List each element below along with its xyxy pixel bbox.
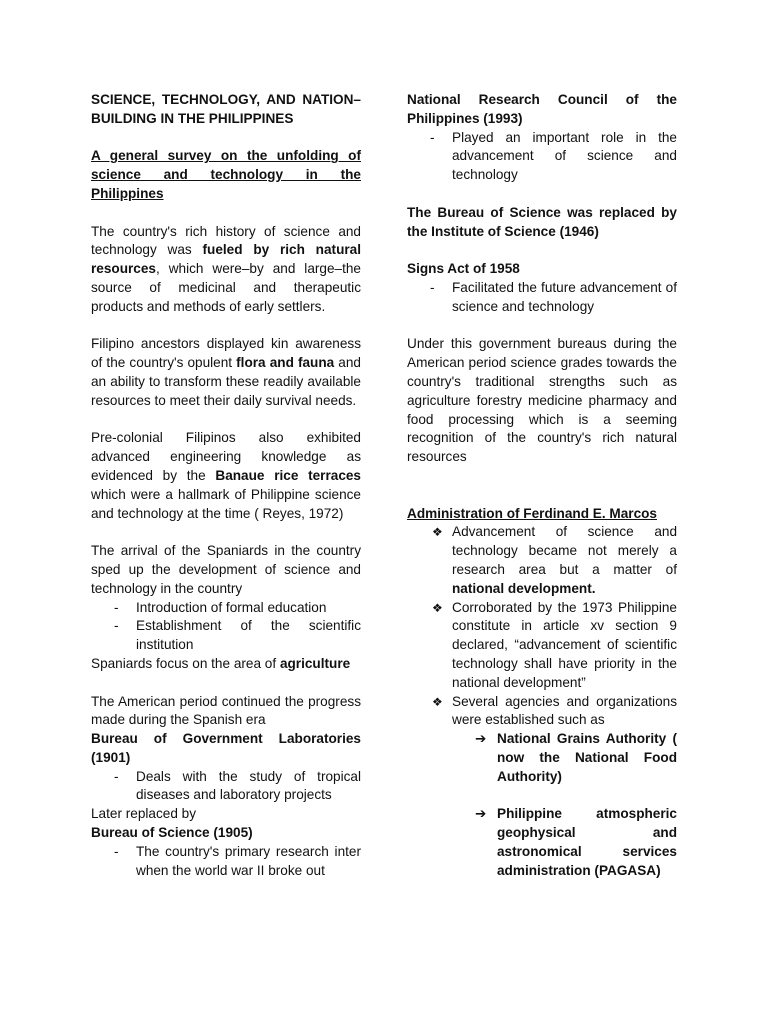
bos-list xyxy=(91,843,361,881)
dash-bullet: - xyxy=(430,129,435,145)
nrcp-list xyxy=(407,129,677,185)
list-spacer xyxy=(407,786,677,805)
bureau-replaced-heading: The Bureau of Science was replaced by the Institute of Science (1946) xyxy=(407,204,677,239)
heading-nrcp: National Research Council of the Philippines (1993) xyxy=(407,92,677,126)
right-column xyxy=(407,91,677,880)
dash-bullet: - xyxy=(430,279,435,295)
list-item: ➔ National Grains Authority ( now the National Food Authority) xyxy=(475,731,677,784)
list-item: - Deals with the study of tropical diseases and laboratory projects xyxy=(114,768,361,803)
list-item: - The country's primary research inter when the world war II broke out xyxy=(114,843,361,878)
list-item: ❖ Corroborated by the 1973 Philippine constitute in article xv section 9 declared, “advancement of scientific technology shall have priority in the national development” xyxy=(432,599,677,690)
arrow-bullet-icon: ➔ xyxy=(475,806,487,822)
list-item: - Establishment of the scientific institution xyxy=(114,618,361,653)
survey-subtitle: A general survey on the unfolding of science and technology in the Philippines xyxy=(91,148,361,201)
heading-bureau-government-laboratories: Bureau of Government Laboratories (1901) xyxy=(91,731,361,765)
left-column xyxy=(91,91,361,880)
list-item: - Introduction of formal education xyxy=(91,599,361,618)
arrow-bullet-icon: ➔ xyxy=(475,731,487,747)
dash-bullet: - xyxy=(114,843,119,859)
spanish-contributions-list xyxy=(91,599,361,655)
diamond-bullet-icon: ❖ xyxy=(432,600,443,615)
list-item: - Played an important role in the advancement of science and technology xyxy=(430,129,677,183)
document-title: SCIENCE, TECHNOLOGY, AND NATION–BUILDING IN THE PHILIPPINES xyxy=(91,92,361,126)
list-item: ➔ Philippine atmospheric geophysical and astronomical services administration (PAGASA) xyxy=(475,806,677,878)
marcos-list xyxy=(407,523,677,730)
paragraph-agriculture: Spaniards focus on the area of agriculture xyxy=(91,655,351,671)
heading-marcos-administration: Administration of Ferdinand E. Marcos xyxy=(407,505,657,521)
dash-bullet: - xyxy=(114,599,119,615)
diamond-bullet-icon: ❖ xyxy=(432,525,443,540)
dash-bullet: - xyxy=(114,618,119,634)
paragraph-rice-terraces: Pre-colonial Filipinos also exhibited advanced engineering knowledge as evidenced by the Banaue rice terraces which were a hallmark of Philippine science and technology at the time ( Reyes, 1972) xyxy=(91,430,361,521)
later-replaced-text: Later replaced by xyxy=(91,806,197,822)
paragraph-flora-fauna: Filipino ancestors displayed kin awareness of the country's opulent flora and fauna and an ability to transform these readily available resources to meet their daily survival needs. xyxy=(91,336,361,408)
paragraph-spaniards: The arrival of the Spaniards in the country sped up the development of science and technology in the country xyxy=(91,543,361,596)
list-item: - Facilitated the future advancement of science and technology xyxy=(430,279,677,314)
list-item: ❖ Advancement of science and technology became not merely a research area but a matter of national development. xyxy=(432,524,677,596)
heading-signs-act: Signs Act of 1958 xyxy=(407,261,520,277)
signs-act-list xyxy=(407,279,677,317)
paragraph-american-period: The American period continued the progress made during the Spanish era xyxy=(91,693,361,728)
diamond-bullet-icon: ❖ xyxy=(432,694,443,709)
bgl-list xyxy=(91,768,361,806)
paragraph-government-bureaus: Under this government bureaus during the American period science grades towards the country's traditional strengths such as agriculture forestry medicine pharmacy and food processing which is a seeming recognition of the country's rich natural resources xyxy=(407,336,677,465)
list-item: ❖ Several agencies and organizations were established such as xyxy=(432,693,677,728)
agencies-list xyxy=(407,730,677,880)
paragraph-rich-history: The country's rich history of science and technology was fueled by rich natural resources, which were–by and large–the source of medicinal and therapeutic products and methods of early settlers. xyxy=(91,223,361,314)
heading-bureau-of-science: Bureau of Science (1905) xyxy=(91,825,253,841)
dash-bullet: - xyxy=(114,768,119,784)
